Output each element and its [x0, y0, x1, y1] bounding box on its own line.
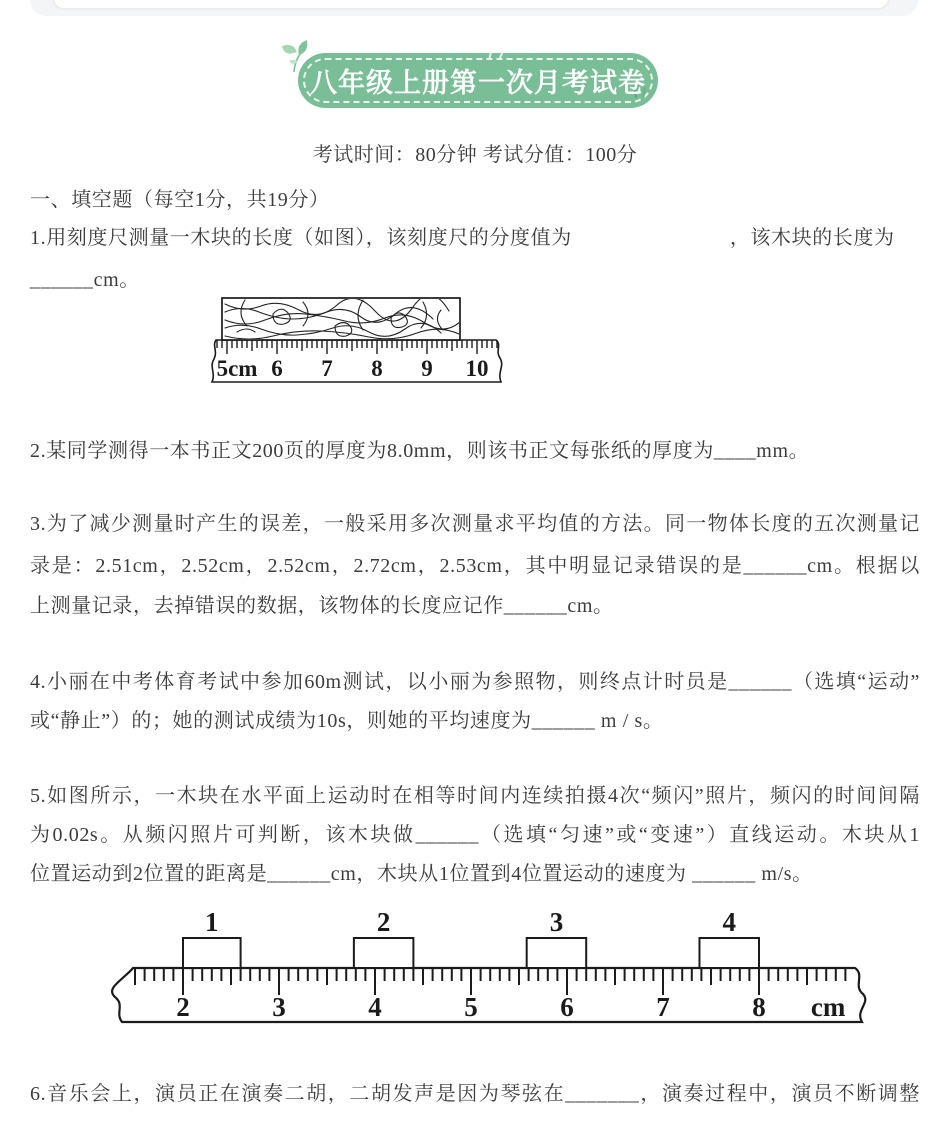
- ruler-scale-label: 5cm: [216, 356, 258, 381]
- ruler-scale-label: 5: [464, 992, 478, 1022]
- strobe-block-label: 1: [205, 907, 219, 937]
- question-1-line-1: [30, 224, 920, 252]
- question-4-line-1: 4.小丽在中考体育考试中参加60m测试，以小丽为参照物，则终点计时员是______（选填“运动”: [30, 671, 920, 693]
- strobe-block: [699, 938, 759, 968]
- figure-woodblock-ruler: [185, 288, 515, 392]
- strobe-block: [527, 938, 587, 968]
- q1-text-after-blank: ，该木块的长度为: [729, 227, 895, 249]
- question-4-line-2: 或“静止”）的；她的测试成绩为10s，则她的平均速度为______ m / s。: [30, 710, 664, 732]
- exam-info: 考试时间：80分钟 考试分值：100分: [312, 144, 638, 166]
- ruler-scale-label: 6: [560, 992, 574, 1022]
- strobe-block: [183, 938, 241, 968]
- figure-strobe-ruler: [85, 898, 885, 1030]
- ruler-scale-label: 10: [465, 356, 489, 381]
- ruler-scale-label: 2: [176, 992, 190, 1022]
- section-heading: 一、填空题（每空1分，共19分）: [30, 189, 330, 211]
- ruler-scale-label: 9: [421, 356, 433, 381]
- strobe-block: [354, 938, 414, 968]
- question-3-line-1: 3.为了减少测量时产生的误差，一般采用多次测量求平均值的方法。同一物体长度的五次测量记: [30, 513, 920, 535]
- question-6: 6.音乐会上，演员正在演奏二胡，二胡发声是因为琴弦在_______，演奏过程中，演员不断调整: [30, 1083, 920, 1105]
- exam-title: 八年级上册第一次月考试卷: [310, 68, 646, 98]
- q1-text-before-blank: 1.用刻度尺测量一木块的长度（如图），该刻度尺的分度值为: [30, 227, 572, 249]
- question-5-line-1: 5.如图所示，一木块在水平面上运动时在相等时间内连续拍摄4次“频闪”照片，频闪的时间间隔: [30, 785, 920, 807]
- exam-title-badge: [298, 53, 658, 108]
- ruler-scale-label: 7: [656, 992, 670, 1022]
- ruler-scale-label: 7: [321, 356, 333, 381]
- ruler-scale-label: 4: [368, 992, 382, 1022]
- ruler-scale-label: 6: [271, 356, 283, 381]
- crease-mark: [499, 48, 506, 59]
- ruler-scale-label: 8: [371, 356, 383, 381]
- crease-mark: [488, 45, 493, 59]
- question-2: 2.某同学测得一本书正文200页的厚度为8.0mm，则该书正文每张纸的厚度为____mm。: [30, 440, 810, 462]
- ruler-scale-label: 3: [272, 992, 286, 1022]
- question-1-line-2: ______cm。: [30, 269, 140, 291]
- previous-card-inner: [52, 0, 890, 10]
- ruler-scale-label: 8: [752, 992, 766, 1022]
- strobe-block-label: 2: [376, 907, 391, 937]
- strobe-block-label: 3: [549, 907, 564, 937]
- question-5-line-3: 位置运动到2位置的距离是______cm，木块从1位置到4位置运动的速度为 ______ m/s。: [30, 863, 813, 885]
- ruler-scale-label: cm: [810, 992, 846, 1022]
- question-3-line-2: 录是：2.51cm，2.52cm，2.52cm，2.72cm，2.53cm，其中明显记录错误的是______cm。根据以: [30, 555, 920, 577]
- question-5-line-2: 为0.02s。从频闪照片可判断，该木块做______（选填“匀速”或“变速”）直线运动。木块从1: [30, 824, 920, 846]
- question-3-line-3: 上测量记录，去掉错误的数据，该物体的长度应记作______cm。: [30, 595, 614, 617]
- strobe-block-label: 4: [722, 907, 736, 937]
